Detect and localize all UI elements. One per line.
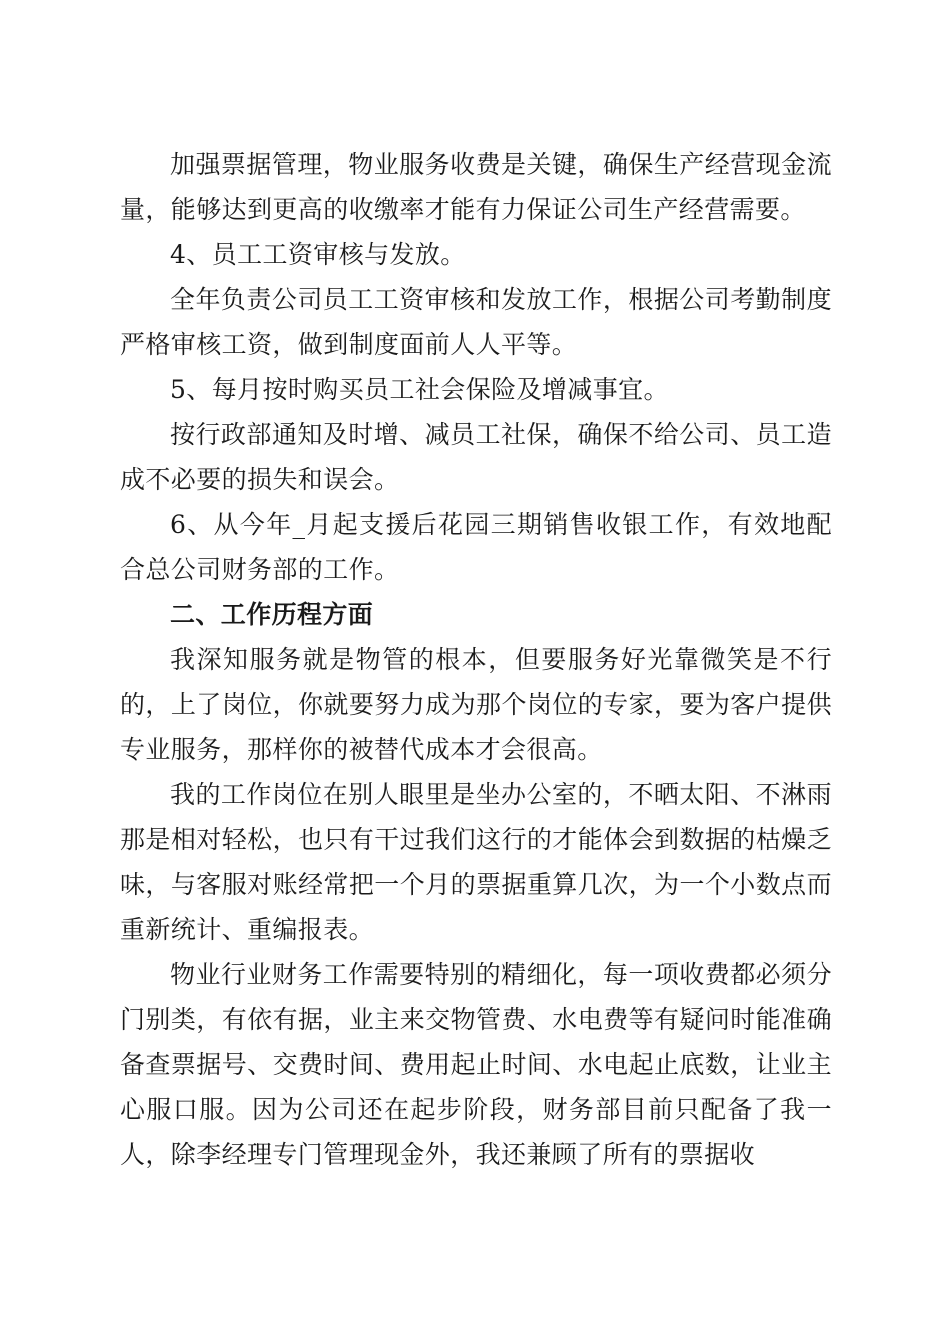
paragraph: 6、从今年_月起支援后花园三期销售收银工作，有效地配合总公司财务部的工作。 [120,510,832,584]
paragraph: 我的工作岗位在别人眼里是坐办公室的，不晒太阳、不淋雨那是相对轻松，也只有干过我们这行的才能体会到数据的枯燥乏味，与客服对账经常把一个月的票据重算几次，为一个小数点而重新统计、重编报表。 [120,780,832,944]
paragraph: 我深知服务就是物管的根本，但要服务好光靠微笑是不行的，上了岗位，你就要努力成为那个岗位的专家，要为客户提供专业服务，那样你的被替代成本才会很高。 [120,645,832,764]
paragraph: 物业行业财务工作需要特别的精细化，每一项收费都必须分门别类，有依有据，业主来交物管费、水电费等有疑问时能准确备查票据号、交费时间、费用起止时间、水电起止底数，让业主心服口服。因为公司还在起步阶段，财务部目前只配备了我一人，除李经理专门管理现金外，我还兼顾了所有的票据收 [120,960,832,1169]
paragraph: 全年负责公司员工工资审核和发放工作，根据公司考勤制度严格审核工资，做到制度面前人人平等。 [120,285,832,359]
paragraph: 按行政部通知及时增、减员工社保，确保不给公司、员工造成不必要的损失和误会。 [120,420,832,494]
document-body [120,142,832,1177]
paragraph: 加强票据管理，物业服务收费是关键，确保生产经营现金流量，能够达到更高的收缴率才能有力保证公司生产经营需要。 [120,150,832,224]
section-heading: 二、工作历程方面 [170,600,374,629]
paragraph: 4、员工工资审核与发放。 [170,240,466,269]
paragraph: 5、每月按时购买员工社会保险及增减事宜。 [170,375,669,404]
